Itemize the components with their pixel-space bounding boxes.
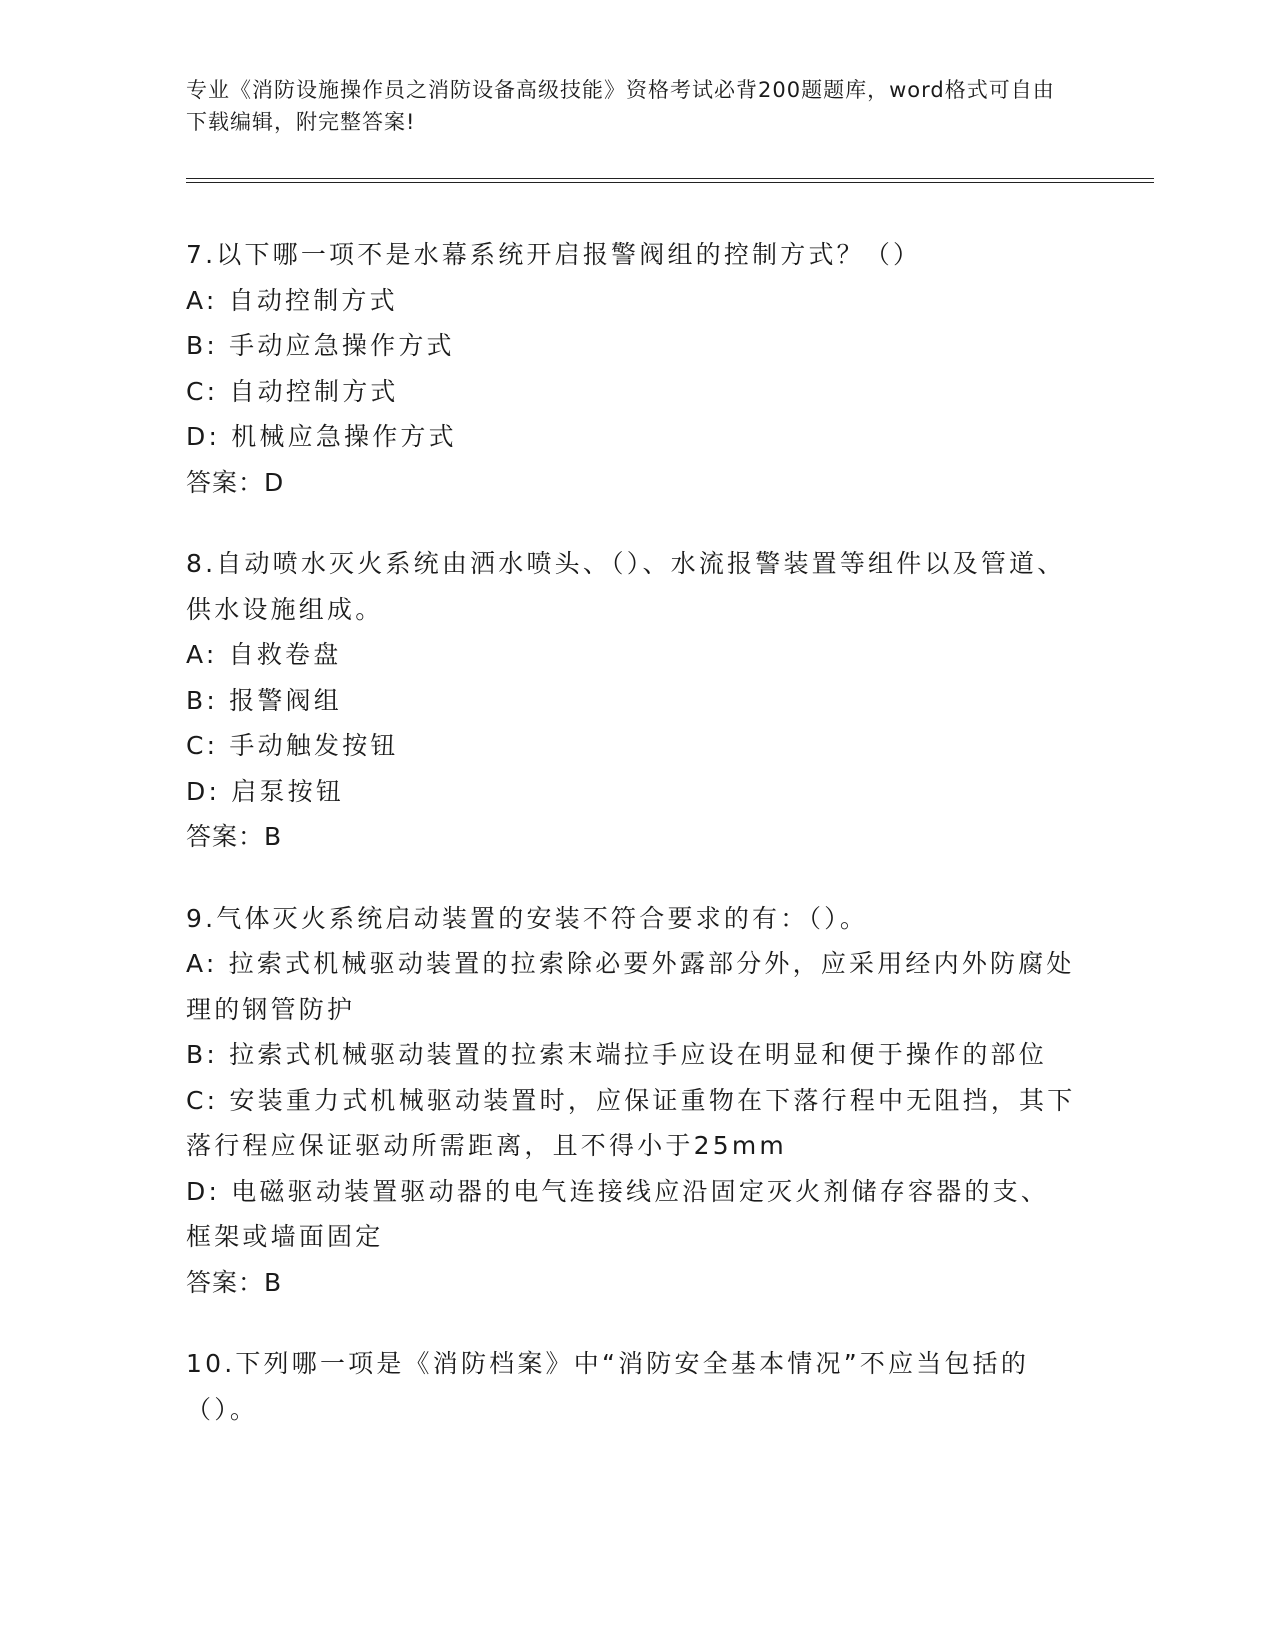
question-stem: 10.下列哪一项是《消防档案》中“消防安全基本情况”不应当包括的（）。 bbox=[186, 1349, 1030, 1424]
option-d: D: 电磁驱动装置驱动器的电气连接线应沿固定灭火剂储存容器的支、框架或墙面固定 bbox=[186, 1176, 1050, 1251]
question-list bbox=[186, 232, 1076, 1468]
option-d: D: 机械应急操作方式 bbox=[186, 422, 457, 451]
answer: 答案：B bbox=[186, 822, 283, 851]
question-stem: 8.自动喷水灭火系统由洒水喷头、（）、水流报警装置等组件以及管道、供水设施组成。 bbox=[186, 549, 1066, 624]
option-d: D: 启泵按钮 bbox=[186, 776, 345, 806]
document-header bbox=[186, 74, 1066, 138]
option-c: C: 手动触发按钮 bbox=[186, 731, 399, 760]
header-intro: 专业《消防设施操作员之消防设备高级技能》资格考试必背200题题库，word格式可自由下载编辑，附完整答案! bbox=[186, 78, 1055, 134]
header-divider-bottom bbox=[186, 182, 1154, 183]
option-c: C: 自动控制方式 bbox=[186, 376, 399, 406]
option-c: C: 安装重力式机械驱动装置时，应保证重物在下落行程中无阻挡，其下落行程应保证驱动所需距离，且不得小于25mm bbox=[186, 1085, 1076, 1160]
question-8 bbox=[186, 541, 1076, 860]
option-b: B: 报警阀组 bbox=[186, 685, 342, 715]
answer: 答案：B bbox=[186, 1267, 283, 1297]
option-a: A: 拉索式机械驱动装置的拉索除必要外露部分外，应采用经内外防腐处理的钢管防护 bbox=[186, 949, 1075, 1024]
option-b: B: 手动应急操作方式 bbox=[186, 331, 455, 360]
question-stem: 7.以下哪一项不是水幕系统开启报警阀组的控制方式？（） bbox=[186, 240, 922, 269]
question-stem: 9.气体灭火系统启动装置的安装不符合要求的有：（）。 bbox=[186, 903, 869, 933]
question-7 bbox=[186, 232, 1076, 505]
header-divider-top bbox=[186, 178, 1154, 179]
question-10 bbox=[186, 1341, 1076, 1432]
question-9 bbox=[186, 896, 1076, 1306]
option-a: A: 自动控制方式 bbox=[186, 285, 398, 315]
option-a: A: 自救卷盘 bbox=[186, 640, 342, 669]
answer: 答案：D bbox=[186, 467, 285, 497]
option-b: B: 拉索式机械驱动装置的拉索末端拉手应设在明显和便于操作的部位 bbox=[186, 1040, 1047, 1069]
